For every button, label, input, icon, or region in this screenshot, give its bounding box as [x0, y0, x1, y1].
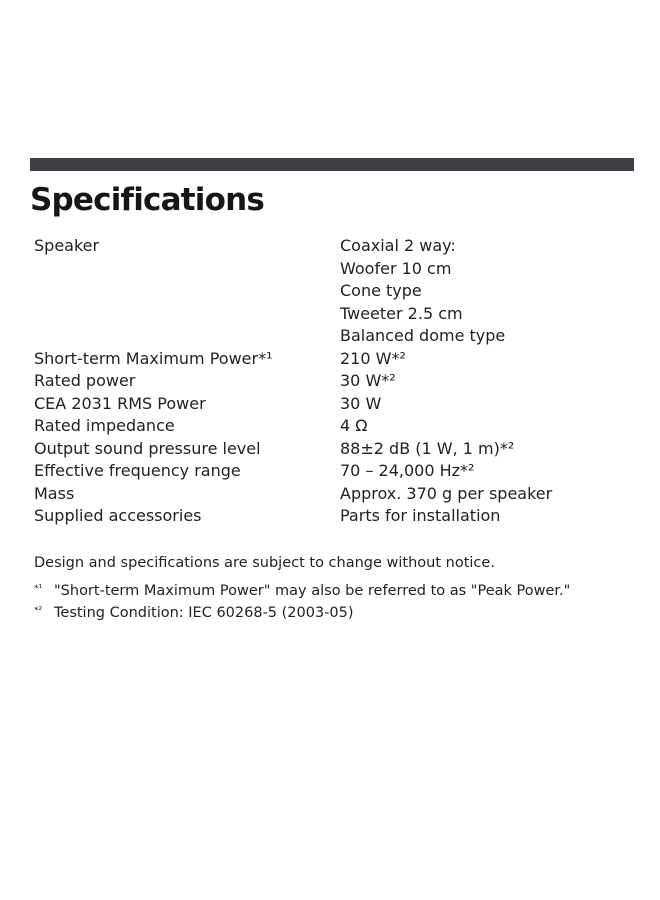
spec-row: [34, 505, 634, 528]
footnote-text: Testing Condition: IEC 60268-5 (2003-05): [54, 605, 354, 621]
spec-row: [34, 393, 634, 416]
spec-label: Speaker: [34, 236, 100, 255]
footnote: [34, 579, 634, 601]
spec-value: [340, 415, 634, 438]
spec-label: Rated impedance: [34, 416, 175, 435]
spec-table: [34, 235, 634, 528]
spec-row: [34, 415, 634, 438]
spec-row: [34, 460, 634, 483]
spec-row: [34, 483, 634, 506]
spec-value: [340, 348, 634, 371]
spec-value-line: 210 W*²: [340, 348, 406, 368]
spec-label: Short-term Maximum Power*¹: [34, 348, 273, 368]
notes-section: [34, 553, 634, 623]
spec-row: [34, 235, 634, 348]
footnote: [34, 601, 634, 623]
spec-label: Effective frequency range: [34, 461, 241, 480]
spec-row: [34, 370, 634, 393]
spec-value-line: Tweeter 2.5 cm: [340, 303, 463, 323]
spec-value: [340, 438, 634, 461]
spec-label: Output sound pressure level: [34, 438, 261, 458]
spec-value-line: Cone type: [340, 281, 422, 300]
spec-value-line: Approx. 370 g per speaker: [340, 483, 553, 503]
spec-value-line: 30 W*²: [340, 371, 396, 390]
spec-value-line: Balanced dome type: [340, 326, 506, 345]
spec-value-line: Parts for installation: [340, 506, 501, 525]
spec-label: CEA 2031 RMS Power: [34, 393, 206, 413]
spec-value-line: Coaxial 2 way:: [340, 236, 456, 255]
spec-label: Mass: [34, 483, 75, 503]
spec-value-line: 4 Ω: [340, 416, 368, 435]
spec-label: Rated power: [34, 371, 136, 390]
spec-value: [340, 505, 634, 528]
spec-value-line: Woofer 10 cm: [340, 258, 452, 278]
footnote-mark: *¹: [34, 584, 43, 594]
spec-label: Supplied accessories: [34, 506, 202, 525]
spec-value-line: 88±2 dB (1 W, 1 m)*²: [340, 438, 515, 458]
spec-value-line: 70 – 24,000 Hz*²: [340, 461, 475, 480]
page-title: Specifications: [30, 182, 265, 218]
change-notice: Design and specifications are subject to change without notice.: [34, 555, 495, 571]
footnote-text: "Short-term Maximum Power" may also be referred to as "Peak Power.": [54, 583, 571, 599]
header-bar: [30, 158, 634, 171]
footnote-mark: *²: [34, 606, 43, 616]
spec-value-line: 30 W: [340, 393, 382, 413]
spec-value: [340, 235, 634, 348]
spec-value: [340, 483, 634, 506]
spec-value: [340, 460, 634, 483]
spec-row: [34, 348, 634, 371]
spec-row: [34, 438, 634, 461]
spec-value: [340, 393, 634, 416]
spec-value: [340, 370, 634, 393]
